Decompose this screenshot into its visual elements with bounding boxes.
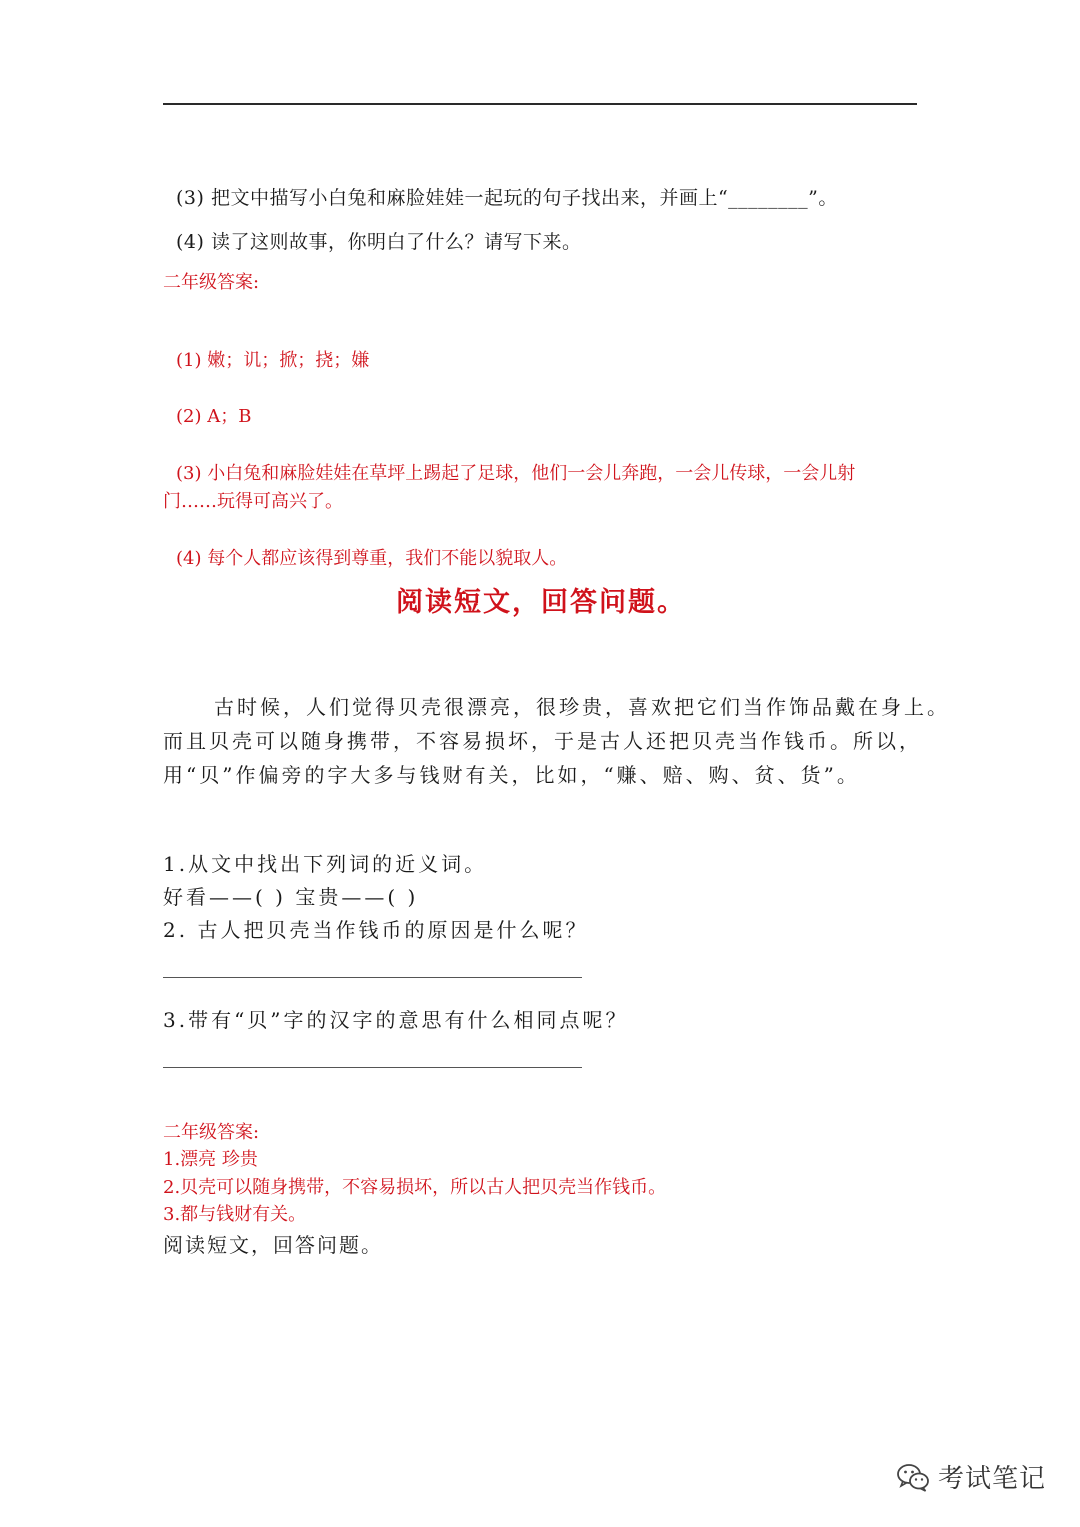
section-heading: 阅读短文，回答问题。 (396, 587, 686, 618)
passage-line-1: 古时候，人们觉得贝壳很漂亮，很珍贵，喜欢把它们当作饰品戴在身上。 (214, 695, 950, 719)
answer-line-2 (163, 977, 582, 978)
answer-3: (3) 小白兔和麻脸娃娃在草坪上踢起了足球，他们一会儿奔跑，一会儿传球，一会儿射 (176, 463, 856, 484)
wechat-icon (896, 1460, 930, 1494)
answer-2: (2) A；B (176, 406, 252, 427)
answer-line-3 (163, 1067, 582, 1068)
next-heading: 阅读短文，回答问题。 (163, 1233, 383, 1257)
question-3: (3) 把文中描写小白兔和麻脸娃娃一起玩的句子找出来，并画上“________”。 (176, 187, 838, 209)
answer-3-cont: 门……玩得可高兴了。 (163, 491, 343, 512)
answer-4: (4) 每个人都应该得到尊重，我们不能以貌取人。 (176, 548, 568, 569)
passage-line-2: 而且贝壳可以随身携带，不容易损坏，于是古人还把贝壳当作钱币。所以， (163, 729, 922, 753)
p2-question-2: 2. 古人把贝壳当作钱币的原因是什么呢？ (163, 918, 589, 942)
answer-title: 二年级答案: (163, 272, 260, 293)
p2-question-1-items: 好看——( ) 宝贵——( ) (163, 885, 419, 909)
top-rule (163, 103, 917, 105)
p2-question-1: 1.从文中找出下列词的近义词。 (163, 852, 488, 876)
watermark-text: 考试笔记 (938, 1464, 1047, 1494)
question-4: (4) 读了这则故事，你明白了什么？请写下来。 (176, 231, 582, 253)
passage-line-3: 用“贝”作偏旁的字大多与钱财有关，比如，“赚、赔、购、贫、货”。 (163, 763, 860, 787)
p2-answer-1: 1.漂亮 珍贵 (163, 1149, 258, 1170)
p2-answer-3: 3.都与钱财有关。 (163, 1204, 307, 1225)
p2-answer-title: 二年级答案: (163, 1122, 260, 1143)
watermark (896, 1458, 1046, 1495)
answer-1: (1) 嫩；讥；掀；挠；嫌 (176, 350, 370, 371)
p2-question-3: 3.带有“贝”字的汉字的意思有什么相同点呢？ (163, 1008, 629, 1032)
p2-answer-2: 2.贝壳可以随身携带，不容易损坏，所以古人把贝壳当作钱币。 (163, 1177, 667, 1198)
